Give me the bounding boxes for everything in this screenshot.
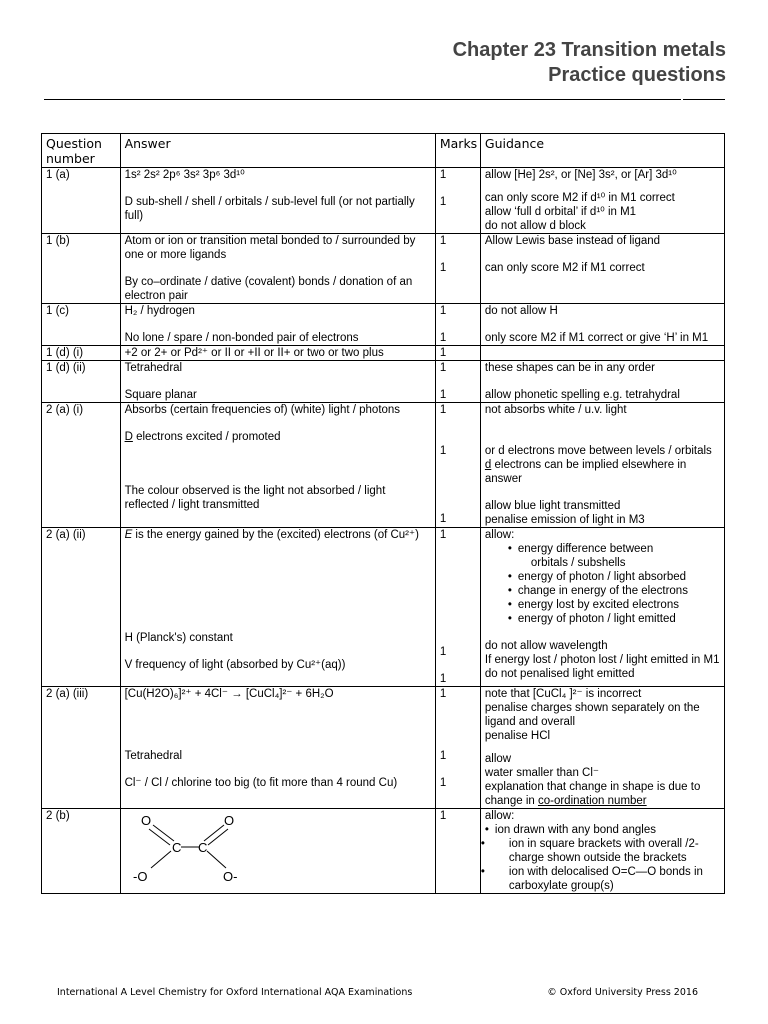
marks-cell [435, 234, 480, 304]
guidance-text: allow phonetic spelling e.g. tetrahydral [484, 389, 680, 401]
answer-cell [120, 403, 435, 528]
mark-value: 1 [439, 445, 447, 457]
mark-value: 1 [439, 262, 447, 274]
mark-value: 1 [439, 235, 447, 247]
marks-cell [435, 168, 480, 234]
answer-cell [120, 346, 435, 361]
answer-text: V frequency of light (absorbed by Cu²⁺(aq)) [124, 659, 346, 671]
question-number: 1 (d) (ii) [42, 361, 121, 403]
guidance-bullet-list [480, 823, 720, 893]
list-item: • energy difference between [507, 543, 654, 555]
table-row [42, 809, 725, 894]
guidance-cell [480, 304, 724, 346]
question-number: 1 (a) [42, 168, 121, 234]
mark-value: 1 [439, 777, 447, 789]
answer-text: Absorbs (certain frequencies of) (white) light / photons [124, 404, 401, 416]
mark-value: 1 [439, 169, 447, 181]
answer-cell [120, 168, 435, 234]
question-number: 1 (c) [42, 304, 121, 346]
mark-value: 1 [439, 688, 447, 700]
answer-text: +2 or 2+ or Pd²⁺ or II or +II or II+ or two or two plus [124, 347, 384, 359]
guidance-cell [480, 346, 724, 361]
answer-text: E is the energy gained by the (excited) electrons (of Cu²⁺) [124, 529, 419, 541]
guidance-text: d electrons can be implied elsewhere in answer [484, 459, 687, 485]
guidance-text: If energy lost / photon lost / light emitted in M1 do not penalised light emitted [484, 654, 720, 680]
guidance-cell [480, 403, 724, 528]
marks-cell [435, 403, 480, 528]
guidance-text: note that [CuCl₄ ]²⁻ is incorrect [484, 688, 642, 700]
guidance-text: penalise HCl [484, 730, 551, 742]
guidance-text: penalise charges shown separately on the ligand and overall [484, 702, 700, 728]
guidance-text: can only score M2 if d¹⁰ in M1 correct [484, 192, 675, 204]
answer-cell [120, 528, 435, 687]
answer-cell [120, 234, 435, 304]
list-item: • energy lost by excited electrons [507, 599, 679, 611]
answer-text: Tetrahedral [124, 750, 183, 762]
list-item: • energy of photon / light absorbed [507, 571, 687, 583]
answer-cell [120, 361, 435, 403]
guidance-text: explanation that change in shape is due to change in co-ordination number [484, 781, 701, 807]
header-rule [44, 99, 681, 100]
guidance-cell [480, 809, 724, 894]
answer-cell [120, 809, 435, 894]
page-footer [57, 987, 698, 998]
list-item: • ion with delocalised O=C—O bonds in carboxylate group(s) [480, 866, 703, 892]
list-item: • ion drawn with any bond angles [484, 824, 656, 836]
guidance-cell [480, 234, 724, 304]
table-row [42, 304, 725, 346]
footer-copyright: © Oxford University Press 2016 [547, 987, 698, 998]
guidance-cell [480, 361, 724, 403]
header-marks: Marks [435, 134, 480, 168]
mark-value: 1 [439, 529, 447, 541]
answer-text: Atom or ion or transition metal bonded to / surrounded by one or more ligands [124, 235, 416, 261]
question-number: 2 (a) (iii) [42, 687, 121, 809]
mark-value: 1 [439, 750, 447, 762]
marks-cell [435, 809, 480, 894]
guidance-text: penalise emission of light in M3 [484, 514, 645, 526]
guidance-cell [480, 528, 724, 687]
answer-cell [120, 304, 435, 346]
mark-value: 1 [439, 362, 447, 374]
guidance-text: allow [He] 2s², or [Ne] 3s², or [Ar] 3d¹⁰ [484, 169, 677, 181]
guidance-bullet-list [485, 542, 720, 626]
question-number: 1 (b) [42, 234, 121, 304]
answer-text: The colour observed is the light not absorbed / light reflected / light transmitted [124, 485, 386, 511]
page-title [453, 38, 726, 88]
guidance-text: allow ‘full d orbital’ if d¹⁰ in M1 [484, 206, 637, 218]
answer-cell [120, 687, 435, 809]
table-row [42, 168, 725, 234]
header-question-number: Question number [42, 134, 121, 168]
answer-text: Tetrahedral [124, 362, 183, 374]
guidance-text: allow [484, 753, 512, 765]
list-item: • change in energy of the electrons [507, 585, 688, 597]
guidance-text: water smaller than Cl⁻ [484, 767, 599, 779]
guidance-text: do not allow wavelength [484, 640, 608, 652]
table-row [42, 403, 725, 528]
question-number: 2 (a) (i) [42, 403, 121, 528]
marks-cell [435, 304, 480, 346]
mark-scheme-table [41, 133, 725, 894]
table-row [42, 687, 725, 809]
table-row [42, 346, 725, 361]
guidance-text: only score M2 if M1 correct or give ‘H’ in M1 [484, 332, 709, 344]
answer-text: By co–ordinate / dative (covalent) bonds / donation of an electron pair [124, 276, 413, 302]
guidance-text: can only score M2 if M1 correct [484, 262, 645, 274]
question-number: 1 (d) (i) [42, 346, 121, 361]
atom-oxygen: O [140, 813, 151, 828]
guidance-cell [480, 687, 724, 809]
marks-cell [435, 346, 480, 361]
section-title: Practice questions [548, 64, 726, 86]
list-item: orbitals / subshells [530, 557, 626, 569]
guidance-text: Allow Lewis base instead of ligand [484, 235, 661, 247]
list-item: • ion in square brackets with overall /2- charge shown outside the brackets [480, 838, 699, 864]
answer-text: Square planar [124, 389, 197, 401]
header-guidance: Guidance [480, 134, 724, 168]
answer-text: H₂ / hydrogen [124, 305, 195, 317]
atom-oxygen: O [223, 813, 234, 828]
mark-value: 1 [439, 513, 447, 525]
table-header-row [42, 134, 725, 168]
header-answer: Answer [120, 134, 435, 168]
atom-carbon: C [197, 840, 207, 855]
mark-value: 1 [439, 646, 447, 658]
question-number: 2 (b) [42, 809, 121, 894]
atom-oxygen-anion: -O [132, 869, 148, 884]
answer-text: 1s² 2s² 2p⁶ 3s² 3p⁶ 3d¹⁰ [124, 169, 245, 181]
guidance-text: do not allow d block [484, 220, 586, 232]
guidance-text: allow: [484, 529, 515, 541]
answer-text: H (Planck's) constant [124, 632, 233, 644]
answer-text: D electrons excited / promoted [124, 431, 281, 443]
guidance-text: not absorbs white / u.v. light [484, 404, 627, 416]
atom-oxygen-anion: O- [222, 869, 238, 884]
mark-value: 1 [439, 305, 447, 317]
table-row [42, 528, 725, 687]
underlined-keyword: d [484, 459, 492, 471]
guidance-text: or d electrons move between levels / orbitals [484, 445, 712, 457]
answer-text: No lone / spare / non-bonded pair of electrons [124, 332, 359, 344]
header-rule-short [683, 99, 725, 100]
guidance-text: these shapes can be in any order [484, 362, 655, 374]
answer-text: Cl⁻ / Cl / chlorine too big (to fit more than 4 round Cu) [124, 777, 398, 789]
table-row [42, 234, 725, 304]
mark-value: 1 [439, 404, 447, 416]
guidance-text: do not allow H [484, 305, 558, 317]
marks-cell [435, 361, 480, 403]
answer-text: D sub-shell / shell / orbitals / sub-level full (or not partially full) [124, 196, 415, 222]
marks-cell [435, 528, 480, 687]
table-row [42, 361, 725, 403]
list-item: • energy of photon / light emitted [507, 613, 676, 625]
mark-value: 1 [439, 389, 447, 401]
oxalate-structure [129, 811, 279, 885]
guidance-text: allow blue light transmitted [484, 500, 621, 512]
guidance-text: allow: [484, 810, 515, 822]
mark-value: 1 [439, 810, 447, 822]
chapter-title: Chapter 23 Transition metals [452, 39, 726, 61]
mark-value: 1 [439, 332, 447, 344]
atom-carbon: C [171, 840, 181, 855]
marks-cell [435, 687, 480, 809]
mark-value: 1 [439, 673, 447, 685]
footer-publication: International A Level Chemistry for Oxford International AQA Examinations [57, 987, 413, 998]
underlined-keyword: D [124, 431, 133, 443]
question-number: 2 (a) (ii) [42, 528, 121, 687]
answer-text: [Cu(H2O)₆]²⁺ + 4Cl⁻ → [CuCl₄]²⁻ + 6H₂O [124, 688, 334, 700]
mark-value: 1 [439, 196, 447, 208]
guidance-cell [480, 168, 724, 234]
mark-value: 1 [439, 347, 447, 359]
